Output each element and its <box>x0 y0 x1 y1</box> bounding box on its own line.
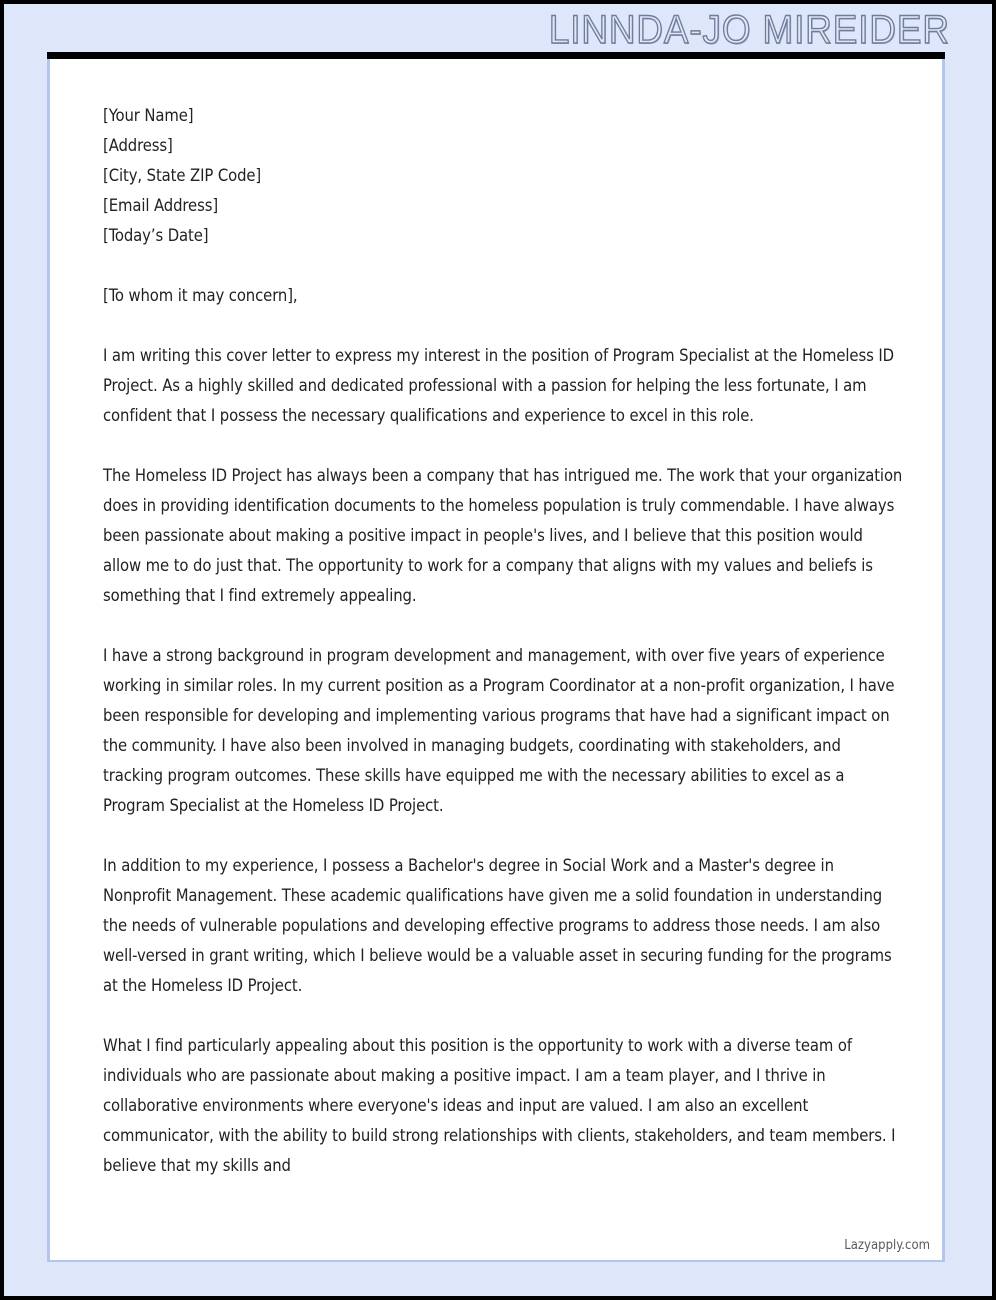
address-line-date: [Today’s Date] <box>103 226 209 245</box>
applicant-name-title: LINNDA-JO MIREIDER <box>549 8 950 52</box>
letter-paragraph: In addition to my experience, I possess a Bachelor's degree in Social Work and a Master's degree in Nonprofit Management. These academic qualifications have given me a solid foundation in understanding the needs of vulnerable populations and developing effective programs to address those needs. I am also well-versed in grant writing, which I believe would be a valuable asset in securing funding for the programs at the Homeless ID Project. <box>103 856 892 995</box>
spacer <box>103 311 903 341</box>
header-band <box>4 4 992 52</box>
address-line-street: [Address] <box>103 136 173 155</box>
letter-paragraph: I am writing this cover letter to express my interest in the position of Program Specialist at the Homeless ID Project. As a highly skilled and dedicated professional with a passion for helping the less fortunate, I am confident that I possess the necessary qualifications and experience to excel in this role. <box>103 346 894 425</box>
page-top-rule <box>47 52 945 59</box>
address-line-name: [Your Name] <box>103 106 194 125</box>
address-line-city: [City, State ZIP Code] <box>103 166 262 185</box>
spacer <box>103 1001 903 1031</box>
letter-paragraph: I have a strong background in program development and management, with over five years of experience working in similar roles. In my current position as a Program Coordinator at a non-profit organization, I have been responsible for developing and implementing various programs that have had a significant impact on the community. I have also been involved in managing budgets, coordinating with stakeholders, and tracking program outcomes. These skills have equipped me with the necessary abilities to excel as a Program Specialist at the Homeless ID Project. <box>103 646 895 815</box>
document-page <box>47 59 945 1262</box>
spacer <box>103 431 903 461</box>
letter-paragraph: The Homeless ID Project has always been a company that has intrigued me. The work that your organization does in providing identification documents to the homeless population is truly commendable. I have always been passionate about making a positive impact in people's lives, and I believe that this position would allow me to do just that. The opportunity to work for a company that aligns with my values and beliefs is something that I find extremely appealing. <box>103 466 903 605</box>
letter-paragraph: What I find particularly appealing about this position is the opportunity to work with a diverse team of individuals who are passionate about making a positive impact. I am a team player, and I thrive in collaborative environments where everyone's ideas and input are valued. I am also an excellent communicator, with the ability to build strong relationships with clients, stakeholders, and team members. I believe that my skills and <box>103 1036 896 1175</box>
address-line-email: [Email Address] <box>103 196 219 215</box>
spacer <box>103 611 903 641</box>
cover-letter-body <box>103 101 903 1181</box>
salutation: [To whom it may concern], <box>103 286 298 305</box>
spacer <box>103 821 903 851</box>
spacer <box>103 251 903 281</box>
lazyapply-watermark: Lazyapply.com <box>844 1238 930 1253</box>
